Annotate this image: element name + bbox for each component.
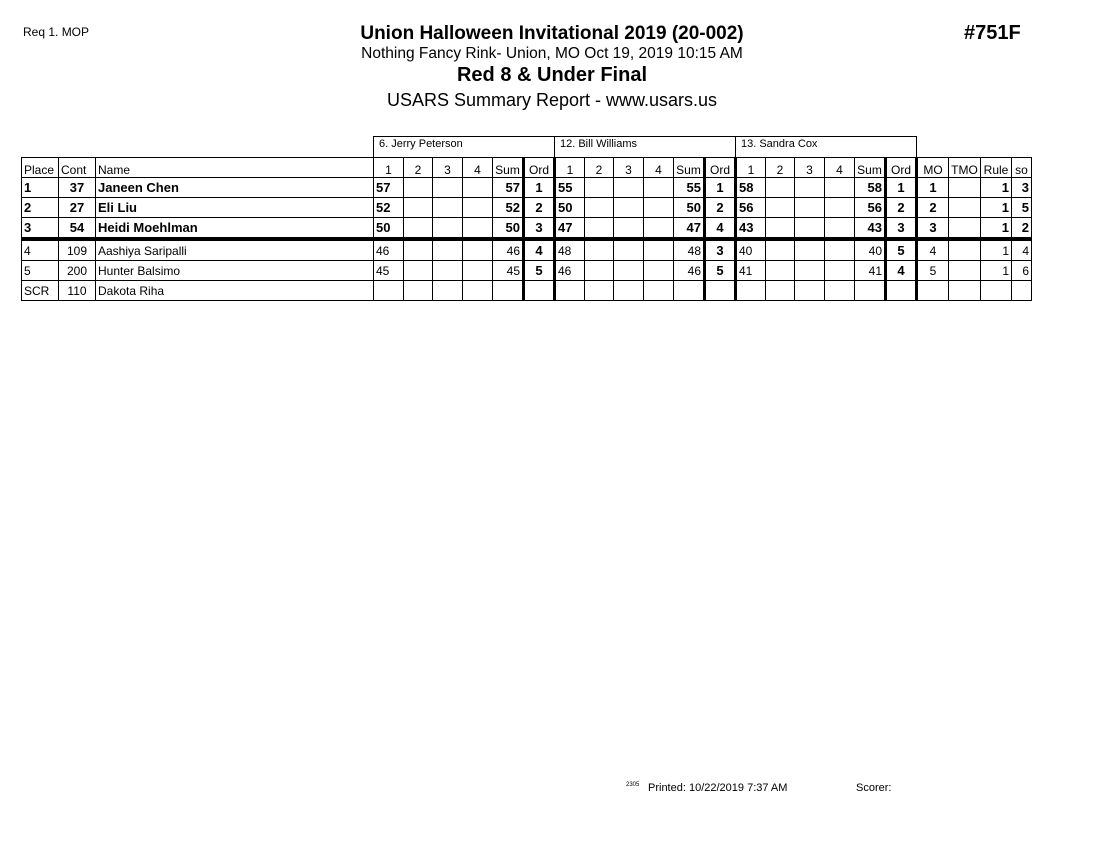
skater-name-cell: Heidi Moehlman bbox=[96, 218, 374, 240]
table-row bbox=[22, 261, 1032, 281]
score-3-cell bbox=[795, 261, 825, 281]
mo-cell: 3 bbox=[917, 218, 949, 240]
score-1-cell: 48 bbox=[555, 239, 585, 261]
score-4-cell bbox=[463, 198, 493, 218]
skater-name-cell: Eli Liu bbox=[96, 198, 374, 218]
score-3-cell bbox=[433, 218, 463, 240]
score-2-cell bbox=[585, 178, 614, 198]
score-2-cell bbox=[766, 281, 795, 301]
so-cell: 6 bbox=[1012, 261, 1032, 281]
column-header-so: so bbox=[1012, 158, 1032, 178]
column-header-judge3-s1: 1 bbox=[736, 158, 766, 178]
printed-timestamp: Printed: 10/22/2019 7:37 AM bbox=[648, 782, 788, 794]
score-1-cell: 50 bbox=[374, 218, 404, 240]
ordinal-cell bbox=[705, 281, 736, 301]
score-3-cell bbox=[795, 281, 825, 301]
rule-cell: 1 bbox=[981, 198, 1012, 218]
judge-header-table bbox=[373, 136, 917, 157]
column-header-judge3-s4: 4 bbox=[825, 158, 855, 178]
score-3-cell bbox=[614, 198, 644, 218]
score-4-cell bbox=[463, 261, 493, 281]
ordinal-cell: 2 bbox=[886, 198, 917, 218]
column-header-judge1-ord: Ord bbox=[524, 158, 555, 178]
score-4-cell bbox=[463, 218, 493, 240]
sum-cell bbox=[855, 281, 886, 301]
score-2-cell bbox=[766, 218, 795, 240]
score-1-cell: 40 bbox=[736, 239, 766, 261]
column-header-rule: Rule bbox=[981, 158, 1012, 178]
footer-code: 2305 bbox=[626, 782, 640, 788]
column-header-judge3-s2: 2 bbox=[766, 158, 795, 178]
column-header-judge1-s2: 2 bbox=[404, 158, 433, 178]
place-cell: 5 bbox=[22, 261, 59, 281]
mo-cell: 4 bbox=[917, 239, 949, 261]
contestant-number-cell: 27 bbox=[59, 198, 96, 218]
sum-cell: 58 bbox=[855, 178, 886, 198]
sum-cell: 46 bbox=[493, 239, 524, 261]
rule-cell: 1 bbox=[981, 261, 1012, 281]
competition-title: Union Halloween Invitational 2019 (20-002) bbox=[360, 23, 744, 44]
column-header-place: Place bbox=[22, 158, 59, 178]
so-cell: 4 bbox=[1012, 239, 1032, 261]
score-4-cell bbox=[825, 261, 855, 281]
contestant-number-cell: 200 bbox=[59, 261, 96, 281]
table-row bbox=[22, 281, 1032, 301]
score-3-cell bbox=[614, 281, 644, 301]
score-1-cell: 41 bbox=[736, 261, 766, 281]
column-header-judge1-s1: 1 bbox=[374, 158, 404, 178]
score-4-cell bbox=[825, 178, 855, 198]
score-4-cell bbox=[825, 281, 855, 301]
mo-cell bbox=[917, 281, 949, 301]
score-4-cell bbox=[644, 261, 674, 281]
score-1-cell: 50 bbox=[555, 198, 585, 218]
place-cell: 1 bbox=[22, 178, 59, 198]
score-2-cell bbox=[766, 239, 795, 261]
skater-name-cell: Dakota Riha bbox=[96, 281, 374, 301]
tmo-cell bbox=[949, 281, 981, 301]
rule-cell bbox=[981, 281, 1012, 301]
competition-venue-date: Nothing Fancy Rink- Union, MO Oct 19, 2019 10:15 AM bbox=[361, 45, 743, 62]
score-1-cell: 57 bbox=[374, 178, 404, 198]
score-2-cell bbox=[404, 218, 433, 240]
column-header-name: Name bbox=[96, 158, 374, 178]
score-3-cell bbox=[433, 178, 463, 198]
tmo-cell bbox=[949, 178, 981, 198]
sum-cell: 50 bbox=[493, 218, 524, 240]
sum-cell: 48 bbox=[674, 239, 705, 261]
place-cell: 3 bbox=[22, 218, 59, 240]
column-header-judge2-s4: 4 bbox=[644, 158, 674, 178]
sum-cell: 46 bbox=[674, 261, 705, 281]
contestant-number-cell: 54 bbox=[59, 218, 96, 240]
ordinal-cell: 1 bbox=[886, 178, 917, 198]
score-1-cell: 58 bbox=[736, 178, 766, 198]
column-header-judge3-sum: Sum bbox=[855, 158, 886, 178]
place-cell: SCR bbox=[22, 281, 59, 301]
score-1-cell: 46 bbox=[374, 239, 404, 261]
ordinal-cell: 3 bbox=[705, 239, 736, 261]
score-4-cell bbox=[644, 198, 674, 218]
judge-3-name: 13. Sandra Cox bbox=[736, 137, 917, 158]
judge-2-name: 12. Bill Williams bbox=[555, 137, 736, 158]
document-number: #751F bbox=[964, 22, 1021, 44]
ordinal-cell: 3 bbox=[886, 218, 917, 240]
score-2-cell bbox=[766, 261, 795, 281]
score-3-cell bbox=[433, 198, 463, 218]
table-header-row bbox=[22, 158, 1032, 178]
score-2-cell bbox=[404, 178, 433, 198]
score-1-cell: 52 bbox=[374, 198, 404, 218]
score-1-cell: 45 bbox=[374, 261, 404, 281]
rule-cell: 1 bbox=[981, 218, 1012, 240]
sum-cell: 55 bbox=[674, 178, 705, 198]
score-1-cell bbox=[736, 281, 766, 301]
contestant-number-cell: 110 bbox=[59, 281, 96, 301]
place-cell: 4 bbox=[22, 239, 59, 261]
score-3-cell bbox=[795, 198, 825, 218]
skater-name-cell: Hunter Balsimo bbox=[96, 261, 374, 281]
tmo-cell bbox=[949, 261, 981, 281]
score-3-cell bbox=[795, 218, 825, 240]
score-4-cell bbox=[825, 218, 855, 240]
sum-cell: 45 bbox=[493, 261, 524, 281]
rule-cell: 1 bbox=[981, 239, 1012, 261]
column-header-contestant: Cont bbox=[59, 158, 96, 178]
score-1-cell: 46 bbox=[555, 261, 585, 281]
judge-1-name: 6. Jerry Peterson bbox=[374, 137, 555, 158]
score-2-cell bbox=[404, 281, 433, 301]
score-1-cell bbox=[374, 281, 404, 301]
contestant-number-cell: 109 bbox=[59, 239, 96, 261]
score-1-cell: 47 bbox=[555, 218, 585, 240]
contestant-number-cell: 37 bbox=[59, 178, 96, 198]
table-row bbox=[22, 178, 1032, 198]
sum-cell: 43 bbox=[855, 218, 886, 240]
event-name: Red 8 & Under Final bbox=[456, 64, 648, 86]
table-row bbox=[22, 218, 1032, 240]
tmo-cell bbox=[949, 198, 981, 218]
column-header-judge2-sum: Sum bbox=[674, 158, 705, 178]
tmo-cell bbox=[949, 218, 981, 240]
column-header-judge2-s3: 3 bbox=[614, 158, 644, 178]
score-2-cell bbox=[404, 261, 433, 281]
column-header-tmo: TMO bbox=[949, 158, 981, 178]
score-3-cell bbox=[433, 239, 463, 261]
score-2-cell bbox=[585, 261, 614, 281]
ordinal-cell: 4 bbox=[886, 261, 917, 281]
score-4-cell bbox=[825, 239, 855, 261]
so-cell: 2 bbox=[1012, 218, 1032, 240]
sum-cell bbox=[674, 281, 705, 301]
place-cell: 2 bbox=[22, 198, 59, 218]
score-2-cell bbox=[585, 281, 614, 301]
column-header-judge1-sum: Sum bbox=[493, 158, 524, 178]
score-3-cell bbox=[614, 178, 644, 198]
score-1-cell bbox=[555, 281, 585, 301]
column-header-mo: MO bbox=[917, 158, 949, 178]
request-label: Req 1. MOP bbox=[23, 25, 90, 39]
score-4-cell bbox=[463, 281, 493, 301]
score-2-cell bbox=[766, 198, 795, 218]
score-4-cell bbox=[644, 218, 674, 240]
sum-cell: 41 bbox=[855, 261, 886, 281]
score-2-cell bbox=[585, 239, 614, 261]
table-row bbox=[22, 198, 1032, 218]
score-3-cell bbox=[614, 218, 644, 240]
score-4-cell bbox=[644, 239, 674, 261]
ordinal-cell: 2 bbox=[524, 198, 555, 218]
ordinal-cell: 1 bbox=[705, 178, 736, 198]
score-4-cell bbox=[463, 178, 493, 198]
score-3-cell bbox=[795, 239, 825, 261]
score-4-cell bbox=[644, 178, 674, 198]
sum-cell: 57 bbox=[493, 178, 524, 198]
so-cell: 5 bbox=[1012, 198, 1032, 218]
sum-cell: 50 bbox=[674, 198, 705, 218]
score-2-cell bbox=[766, 178, 795, 198]
sum-cell bbox=[493, 281, 524, 301]
score-4-cell bbox=[644, 281, 674, 301]
ordinal-cell: 4 bbox=[705, 218, 736, 240]
score-3-cell bbox=[614, 261, 644, 281]
column-header-judge1-s4: 4 bbox=[463, 158, 493, 178]
ordinal-cell: 3 bbox=[524, 218, 555, 240]
score-2-cell bbox=[404, 198, 433, 218]
scorer-label: Scorer: bbox=[856, 782, 892, 794]
score-2-cell bbox=[585, 198, 614, 218]
table-row bbox=[22, 239, 1032, 261]
ordinal-cell bbox=[524, 281, 555, 301]
sum-cell: 56 bbox=[855, 198, 886, 218]
column-header-judge2-ord: Ord bbox=[705, 158, 736, 178]
column-header-judge2-s2: 2 bbox=[585, 158, 614, 178]
score-2-cell bbox=[404, 239, 433, 261]
skater-name-cell: Aashiya Saripalli bbox=[96, 239, 374, 261]
rule-cell: 1 bbox=[981, 178, 1012, 198]
score-1-cell: 56 bbox=[736, 198, 766, 218]
report-title: USARS Summary Report - www.usars.us bbox=[386, 90, 718, 110]
column-header-judge1-s3: 3 bbox=[433, 158, 463, 178]
so-cell bbox=[1012, 281, 1032, 301]
score-4-cell bbox=[825, 198, 855, 218]
ordinal-cell: 4 bbox=[524, 239, 555, 261]
score-3-cell bbox=[433, 261, 463, 281]
score-3-cell bbox=[614, 239, 644, 261]
so-cell: 3 bbox=[1012, 178, 1032, 198]
mo-cell: 2 bbox=[917, 198, 949, 218]
ordinal-cell: 5 bbox=[705, 261, 736, 281]
column-header-judge2-s1: 1 bbox=[555, 158, 585, 178]
column-header-judge3-s3: 3 bbox=[795, 158, 825, 178]
sum-cell: 47 bbox=[674, 218, 705, 240]
mo-cell: 5 bbox=[917, 261, 949, 281]
ordinal-cell: 1 bbox=[524, 178, 555, 198]
results-table bbox=[21, 157, 1032, 301]
ordinal-cell: 5 bbox=[886, 239, 917, 261]
score-1-cell: 55 bbox=[555, 178, 585, 198]
tmo-cell bbox=[949, 239, 981, 261]
skater-name-cell: Janeen Chen bbox=[96, 178, 374, 198]
score-3-cell bbox=[433, 281, 463, 301]
score-4-cell bbox=[463, 239, 493, 261]
column-header-judge3-ord: Ord bbox=[886, 158, 917, 178]
score-1-cell: 43 bbox=[736, 218, 766, 240]
sum-cell: 52 bbox=[493, 198, 524, 218]
ordinal-cell: 2 bbox=[705, 198, 736, 218]
score-2-cell bbox=[585, 218, 614, 240]
sum-cell: 40 bbox=[855, 239, 886, 261]
score-3-cell bbox=[795, 178, 825, 198]
ordinal-cell: 5 bbox=[524, 261, 555, 281]
mo-cell: 1 bbox=[917, 178, 949, 198]
ordinal-cell bbox=[886, 281, 917, 301]
